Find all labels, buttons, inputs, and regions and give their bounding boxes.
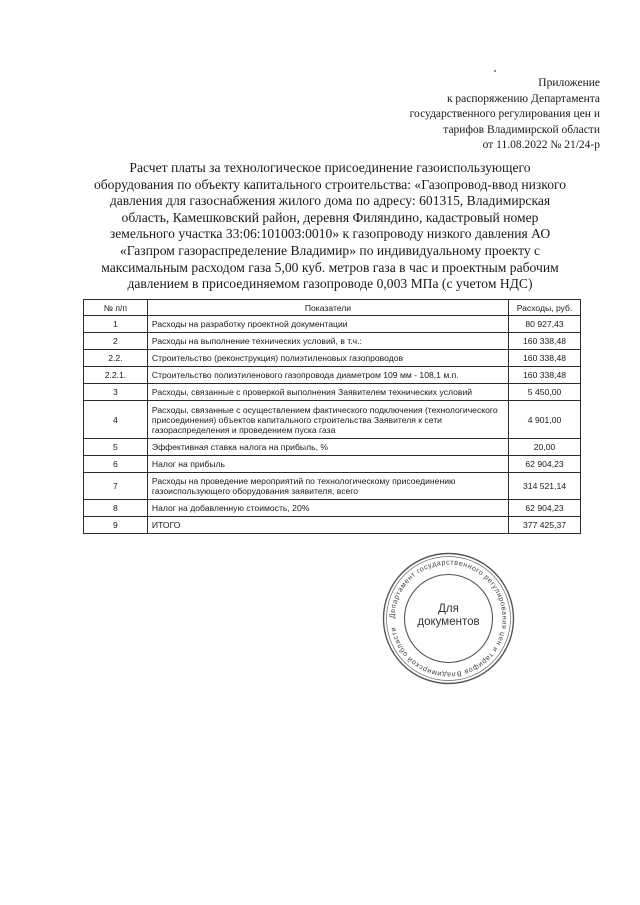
table-row	[84, 367, 581, 384]
row-amount: 62 904,23	[509, 500, 581, 517]
header-line: от 11.08.2022 № 21/24-р	[482, 139, 600, 151]
column-header-indicator: Показатели	[147, 300, 508, 316]
row-number: 6	[84, 456, 148, 473]
scan-speck	[494, 70, 496, 72]
row-indicator: Расходы, связанные с проверкой выполнения Заявителем технических условий	[147, 384, 508, 401]
row-amount: 4 901,00	[509, 401, 581, 439]
header-line: тарифов Владимирской области	[443, 123, 600, 136]
row-indicator: Расходы на разработку проектной документации	[147, 316, 508, 333]
table-row	[84, 500, 581, 517]
title-line: Расчет платы за технологическое присоединение газоиспользующего	[129, 160, 531, 175]
row-indicator: Строительство полиэтиленового газопровода диаметром 109 мм - 108,1 м.п.	[147, 367, 508, 384]
row-number: 5	[84, 439, 148, 456]
table-row	[84, 333, 581, 350]
column-header-amount: Расходы, руб.	[509, 300, 581, 316]
cost-table	[83, 299, 581, 534]
stamp-center-line: документов	[417, 616, 480, 628]
document-title	[60, 160, 600, 293]
title-line: давления для газоснабжения жилого дома по адресу: 601315, Владимирская	[109, 193, 551, 209]
stamp-center	[381, 603, 516, 629]
row-indicator: Расходы на выполнение технических условий, в т.ч.:	[147, 333, 508, 350]
table-row	[84, 384, 581, 401]
column-header-number: № п/п	[84, 300, 148, 316]
stamp-ring-text: Департамент государственного регулирования цен и тарифов Владимирской области	[387, 557, 510, 680]
row-amount: 62 904,23	[509, 456, 581, 473]
row-number: 3	[84, 384, 148, 401]
title-line: давлением в присоединяемом газопроводе 0,003 МПа (с учетом НДС)	[127, 276, 533, 292]
row-number: 4	[84, 401, 148, 439]
row-number: 1	[84, 316, 148, 333]
table-row	[84, 401, 581, 439]
stamp-center-line: Для	[438, 603, 459, 615]
row-amount: 160 338,48	[509, 333, 581, 350]
row-amount: 80 927,43	[509, 316, 581, 333]
document-header	[410, 76, 600, 154]
title-line: область, Камешковский район, деревня Филяндино, кадастровый номер	[121, 209, 539, 225]
table-header-row	[84, 300, 581, 316]
table-row	[84, 350, 581, 367]
title-line: земельного участка 33:06:101003:0010» к газопроводу низкого давления АО	[109, 226, 551, 242]
table-row	[84, 456, 581, 473]
table-row	[84, 439, 581, 456]
row-amount: 20,00	[509, 439, 581, 456]
header-line: Приложение	[538, 77, 600, 89]
official-stamp	[381, 551, 516, 686]
row-indicator: Эффективная ставка налога на прибыль, %	[147, 439, 508, 456]
title-line: оборудования по объекту капитального строительства: «Газопровод-ввод низкого	[93, 176, 567, 192]
row-indicator: Налог на прибыль	[147, 456, 508, 473]
row-amount: 160 338,48	[509, 367, 581, 384]
row-amount: 377 425,37	[509, 517, 581, 534]
table-row	[84, 316, 581, 333]
row-amount: 5 450,00	[509, 384, 581, 401]
row-indicator: Расходы, связанные с осуществлением фактического подключения (технологического присоединения) объектов капитального строительства Заявителя к сети газораспределения и проведением пуска газа	[147, 401, 508, 439]
header-line: к распоряжению Департамента	[446, 92, 600, 105]
row-indicator: Строительство (реконструкция) полиэтиленовых газопроводов	[147, 350, 508, 367]
table-row	[84, 517, 581, 534]
row-number: 9	[84, 517, 148, 534]
row-indicator: ИТОГО	[147, 517, 508, 534]
row-number: 7	[84, 473, 148, 500]
row-number: 8	[84, 500, 148, 517]
title-line: «Газпром газораспределение Владимир» по индивидуальному проекту с	[119, 242, 541, 258]
row-indicator: Расходы на проведение мероприятий по технологическому присоединению газоиспользующего оборудования заявителя, всего	[147, 473, 508, 500]
title-line: максимальным расходом газа 5,00 куб. метров газа в час и проектным рабочим	[101, 259, 559, 275]
table-row	[84, 473, 581, 500]
row-indicator: Налог на добавленную стоимость, 20%	[147, 500, 508, 517]
row-number: 2.2.1.	[84, 367, 148, 384]
row-amount: 314 521,14	[509, 473, 581, 500]
row-amount: 160 338,48	[509, 350, 581, 367]
row-number: 2	[84, 333, 148, 350]
header-line: государственного регулирования цен и	[409, 108, 600, 120]
row-number: 2.2.	[84, 350, 148, 367]
